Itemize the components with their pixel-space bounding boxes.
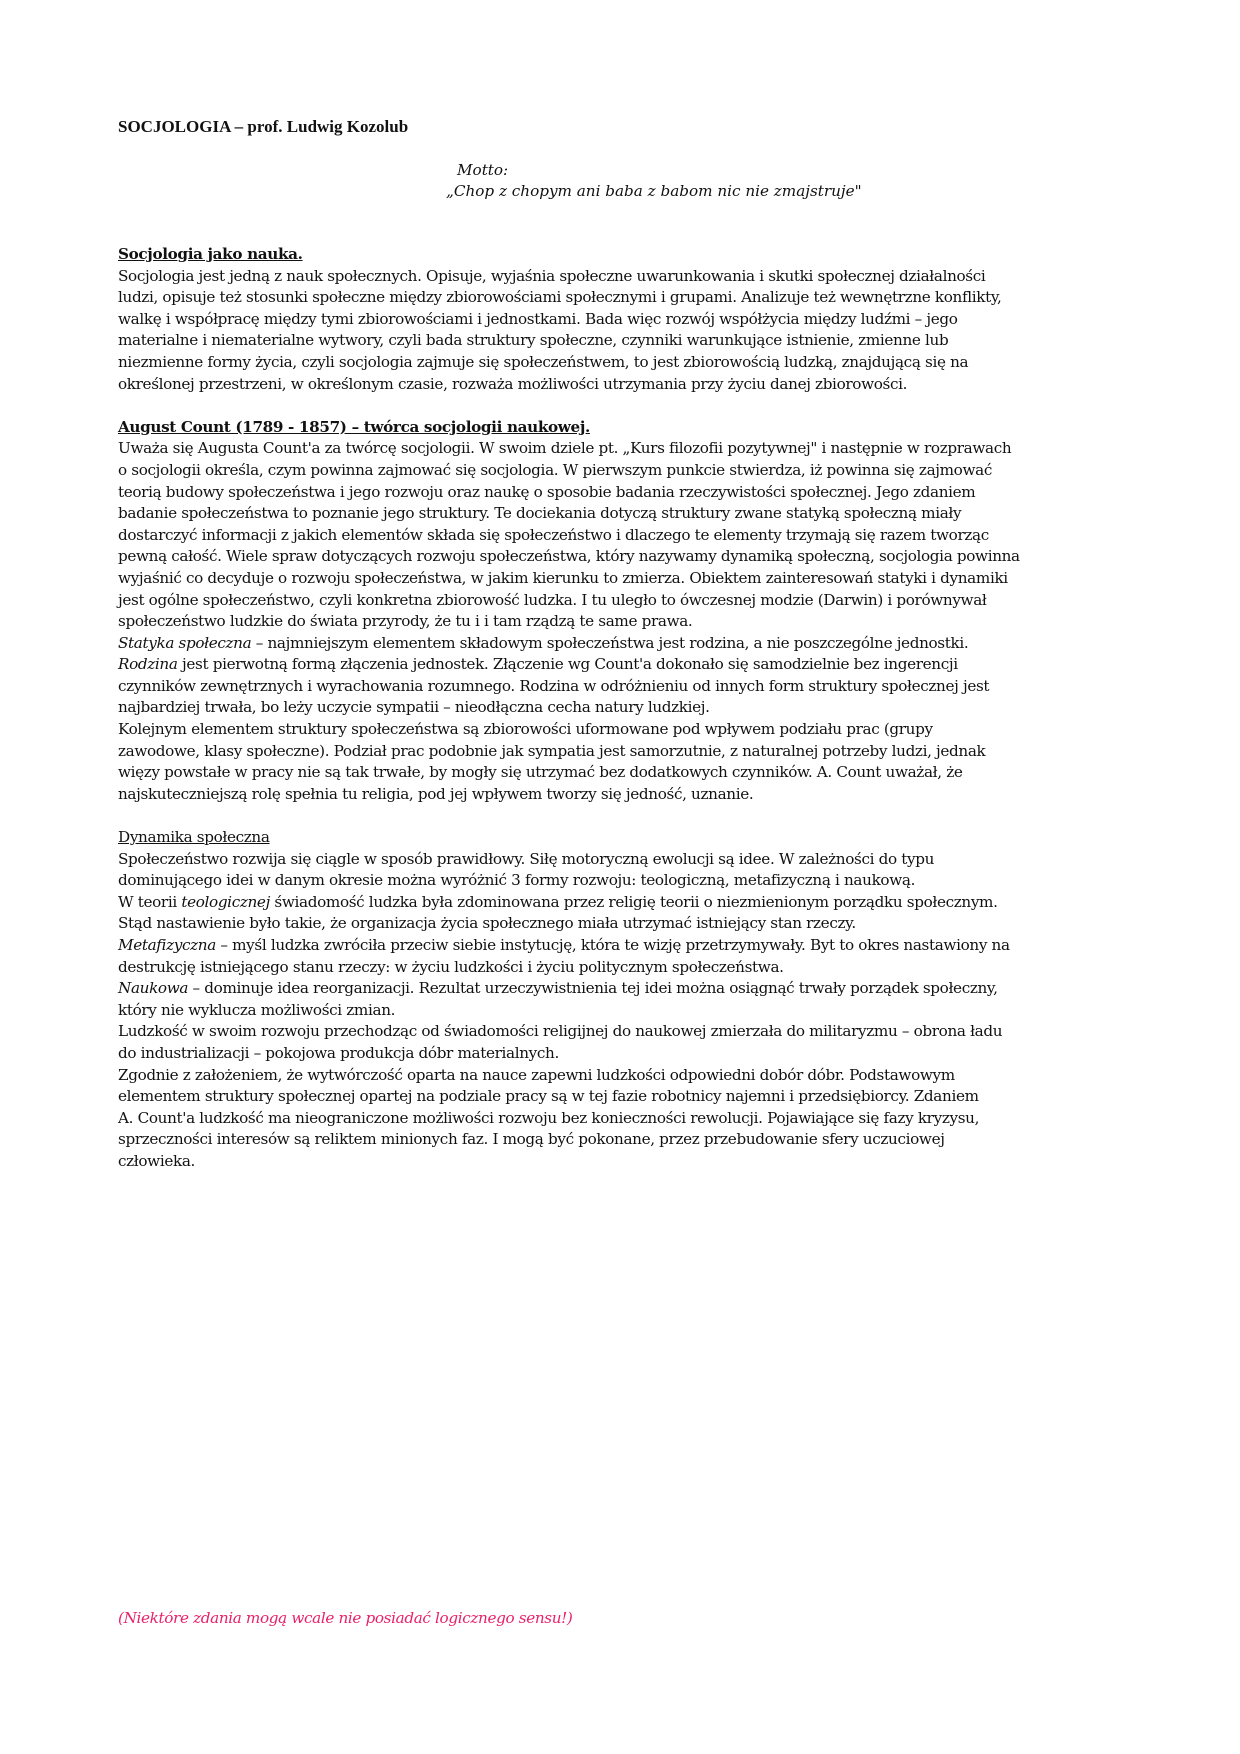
paragraph-line-statyka [118,633,1128,655]
paragraph-line: o socjologii określa, czym powinna zajmować się socjologia. W pierwszym punkcie stwierdza, iż powinna się zajmować [118,460,992,479]
paragraph-line: Zgodnie z założeniem, że wytwórczość oparta na nauce zapewni ludzkości odpowiedni dobór dóbr. Podstawowym [118,1065,955,1084]
spacer [118,805,1128,827]
paragraph-line: badanie społeczeństwa to poznanie jego struktury. Te dociekania dotyczą struktury zwane statyką społeczną miały [118,504,962,523]
paragraph-line: Socjologia jest jedną z nauk społecznych. Opisuje, wyjaśnia społeczne uwarunkowania i skutki społecznej działalności [118,266,986,285]
paragraph-line: Społeczeństwo rozwija się ciągle w sposób prawidłowy. Siłę motoryczną ewolucji są idee. W zależności do typu [118,849,935,868]
paragraph-line: ludzi, opisuje też stosunki społeczne między zbiorowościami społecznymi i grupami. Analizuje też wewnętrzne konflikty, [118,288,1002,307]
paragraph-line: niezmienne formy życia, czyli socjologia zajmuje się społeczeństwem, to jest zbiorowością ludzką, znajdującą się na [118,352,969,371]
paragraph-line-metafizyczna [118,935,1128,957]
paragraph-line: materialne i niematerialne wytwory, czyli bada struktury społeczne, czynniki warunkujące istnienie, zmienne lub [118,331,949,350]
paragraph-line: A. Count'a ludzkość ma nieograniczone możliwości rozwoju bez konieczności rewolucji. Pojawiające się fazy kryzysu, [118,1108,980,1127]
section-heading-august-count: August Count (1789 - 1857) – twórca socjologii naukowej. [118,417,590,436]
term-rodzina: Rodzina [118,655,178,674]
rodzina-text: jest pierwotną formą złączenia jednostek. Złączenie wg Count'a dokonało się samodzielnie bez ingerencji [177,655,958,674]
paragraph-line: wyjaśnić co decyduje o rozwoju społeczeństwa, w jakim kierunku to zmierza. Obiektem zainteresowań statyki i dynamiki [118,568,1008,587]
paragraph-line: pewną całość. Wiele spraw dotyczących rozwoju społeczeństwa, który nazywamy dynamiką społeczną, socjologia powinna [118,547,1020,566]
naukowa-text: – dominuje idea reorganizacji. Rezultat urzeczywistnienia tej idei można osiągnąć trwały porządek społeczny, [188,979,998,998]
paragraph-line: najbardziej trwała, bo leży uczycie sympatii – nieodłączna cecha natury ludzkiej. [118,698,710,717]
paragraph-line-teologiczna [118,892,1128,914]
paragraph-line: najskuteczniejszą rolę spełnia tu religia, pod jej wpływem tworzy się jedność, uznanie. [118,784,754,803]
paragraph-line: Stąd nastawienie było takie, że organizacja życia społecznego miała utrzymać istniejący stan rzeczy. [118,914,856,933]
footer-note: (Niektóre zdania mogą wcale nie posiadać logicznego sensu!) [118,1609,573,1627]
paragraph-line: więzy powstałe w pracy nie są tak trwałe, by mogły się utrzymać bez dodatkowych czynników. A. Count uważał, że [118,763,963,782]
metafizyczna-text: – myśl ludzka zwróciła przeciw siebie instytucję, która te wizję przetrzymywały. Byt to okres nastawiony na [215,936,1010,954]
paragraph-line: sprzeczności interesów są reliktem minionych faz. I mogą być pokonane, przez przebudowanie sfery uczuciowej [118,1130,945,1149]
document-body [118,244,1128,1173]
paragraph-line-naukowa [118,978,1128,1000]
section-heading-socjologia: Socjologia jako nauka. [118,245,303,263]
paragraph-line: społeczeństwo ludzkie do świata przyrody, że tu i i tam rządzą te same prawa. [118,612,693,631]
motto-label: Motto: [457,161,509,179]
statyka-text: – najmniejszym elementem składowym społeczeństwa jest rodzina, a nie poszczególne jednostki. [251,633,969,652]
paragraph-line: Uważa się Augusta Count'a za twórcę socjologii. W swoim dziele pt. „Kurs filozofii pozytywnej" i następnie w rozprawach [118,439,1012,458]
paragraph-line: teorią budowy społeczeństwa i jego rozwoju oraz naukę o sposobie badania rzeczywistości społecznej. Jego zdaniem [118,482,976,501]
motto [446,160,862,202]
term-teologiczna: teologicznej [181,892,270,911]
term-statyka: Statyka społeczna [118,633,252,652]
paragraph-line: zawodowe, klasy społeczne). Podział prac podobnie jak sympatia jest samorzutnie, z naturalnej potrzeby ludzi, jednak [118,741,986,760]
document-title: SOCJOLOGIA – prof. Ludwig Kozolub [118,117,409,136]
paragraph-line: czynników zewnętrznych i wyrachowania rozumnego. Rodzina w odróżnieniu od innych form struktury społecznej jest [118,676,990,695]
paragraph-line: dominującego idei w danym okresie można wyróżnić 3 formy rozwoju: teologiczną, metafizyczną i naukową. [118,871,916,890]
paragraph-line: dostarczyć informacji z jakich elementów składa się społeczeństwo i dlaczego te elementy trzymają się razem tworząc [118,525,989,544]
motto-quote: „Chop z chopym ani baba z babom nic nie zmajstruje" [446,182,862,200]
spacer [118,395,1128,417]
paragraph-line: walkę i współpracę między tymi zbiorowościami i jednostkami. Bada więc rozwój współżycia między ludźmi – jego [118,309,958,328]
paragraph-line: Ludzkość w swoim rozwoju przechodząc od świadomości religijnej do naukowej zmierzała do militaryzmu – obrona ładu [118,1022,1003,1041]
paragraph-line: destrukcję istniejącego stanu rzeczy: w życiu ludzkości i życiu politycznym społeczeństwa. [118,957,784,976]
paragraph-line: który nie wyklucza możliwości zmian. [118,1000,396,1019]
paragraph-line-rodzina [118,654,1128,676]
paragraph-line: Kolejnym elementem struktury społeczeństwa są zbiorowości uformowane pod wpływem podziału prac (grupy [118,720,933,739]
paragraph-line: człowieka. [118,1151,196,1170]
teologiczna-prefix: W teorii [118,892,182,911]
paragraph-line: elementem struktury społecznej opartej na podziale pracy są w tej fazie robotnicy najemni i przedsiębiorcy. Zdaniem [118,1087,979,1106]
paragraph-line: do industrializacji – pokojowa produkcja dóbr materialnych. [118,1043,559,1062]
term-naukowa: Naukowa [118,979,189,998]
paragraph-line: jest ogólne społeczeństwo, czyli konkretna zbiorowość ludzka. I tu uległo to ówczesnej modzie (Darwin) i porównywał [118,590,987,609]
term-metafizyczna: Metafizyczna [118,936,216,954]
paragraph-line: określonej przestrzeni, w określonym czasie, rozważa możliwości utrzymania przy życiu danej zbiorowości. [118,374,908,393]
teologiczna-text: świadomość ludzka była zdominowana przez religię teorii o niezmienionym porządku społecznym. [269,892,998,911]
section-heading-dynamika: Dynamika społeczna [118,828,270,847]
